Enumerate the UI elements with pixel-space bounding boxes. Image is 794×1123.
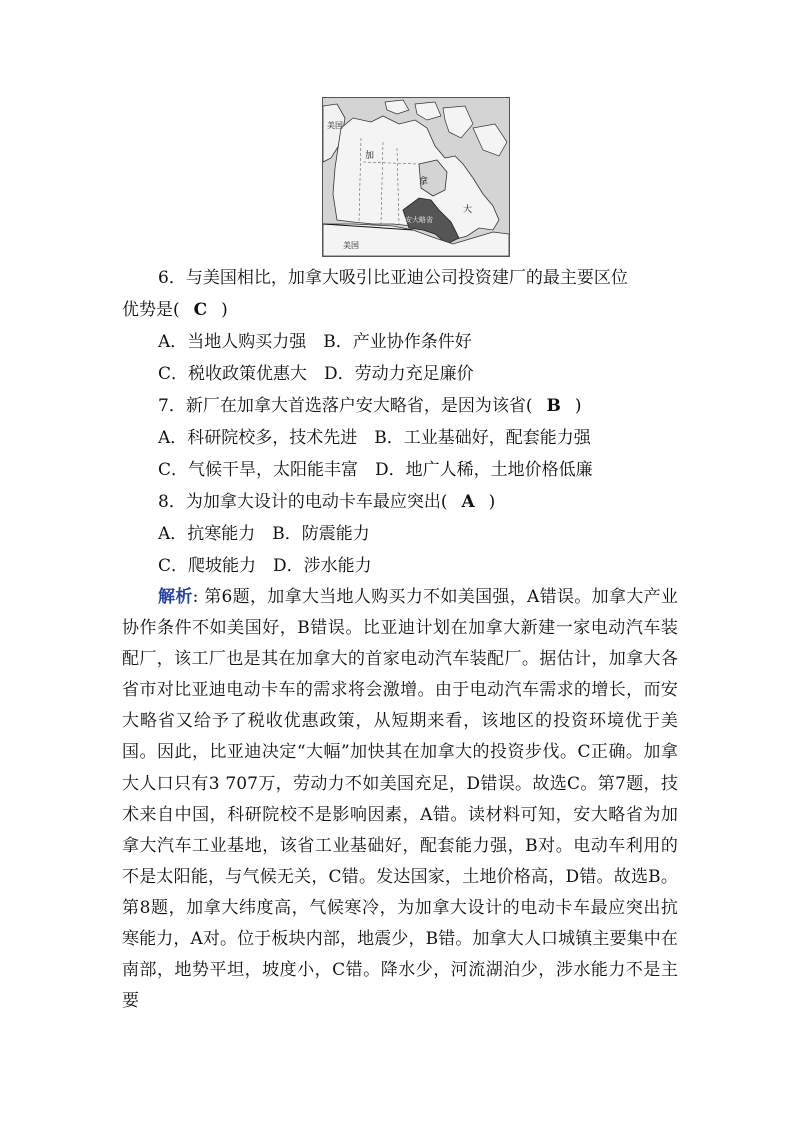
map-label-da: 大 xyxy=(463,205,473,215)
canada-map xyxy=(322,97,510,257)
map-label-province: 安大略省 xyxy=(405,216,433,224)
q8-option-cd: C．爬坡能力 D．涉水能力 xyxy=(158,556,372,576)
q6-option-cd: C．税收政策优惠大 D．劳动力充足廉价 xyxy=(158,364,474,384)
map-label-usa-left: 美国 xyxy=(327,121,343,130)
q8-close: ) xyxy=(488,492,496,512)
q6-stem-line2 xyxy=(122,294,678,326)
q7-stem-text: 7．新厂在加拿大首选落户安大略省，是因为该省( xyxy=(158,396,533,416)
analysis-text: : 第6题，加拿大当地人购买力不如美国强，A错误。加拿大产业协作条件不如美国好，B错误。比亚迪计划在加拿大新建一家电动汽车装配厂，该工厂也是其在加拿大的首家电动汽车装配厂。据估计，加拿大各省市对比亚迪电动卡车的需求将会激增。由于电动汽车需求的增长，而安大略省又给予了税收优惠政策，从短期来看，该地区的投资环境优于美国。因此，比亚迪决定“大幅”加快其在加拿大的投资步伐。C正确。加拿大人口只有3 707万，劳动力不如美国充足，D错误。故选C。第7题，技术来自中国，科研院校不是影响因素，A错。读材料可知，安大略省为加拿大汽车工业基地，该省工业基础好，配套能力强，B对。电动车利用的不是太阳能，与气候无关，C错。发达国家，土地价格高，D错。故选B。第8题，加拿大纬度高，气候寒冷，为加拿大设计的电动卡车最应突出抗寒能力，A对。位于板块内部，地震少，B错。加拿大人口城镇主要集中在南部，地势平坦，坡度小，C错。降水少，河流湖泊少，涉水能力不是主要 xyxy=(122,587,678,1012)
q6-stem-line1: 6．与美国相比，加拿大吸引比亚迪公司投资建厂的最主要区位 xyxy=(158,268,628,288)
q7-answer: B xyxy=(546,396,561,416)
map-label-na: 拿 xyxy=(419,177,429,187)
q8-stem-text: 8．为加拿大设计的电动卡车最应突出( xyxy=(158,492,448,512)
q7-option-cd: C．气候干旱，太阳能丰富 D．地广人稀，土地价格低廉 xyxy=(158,460,593,480)
map-label-usa-bottom: 美国 xyxy=(343,241,359,250)
q6-answer: C xyxy=(193,300,208,320)
map-graphic xyxy=(323,98,509,256)
map-label-jia: 加 xyxy=(365,151,375,161)
analysis-paragraph xyxy=(122,582,678,1017)
q6-option-ab: A．当地人购买力强 B．产业协作条件好 xyxy=(158,332,472,352)
q6-close: ) xyxy=(221,300,228,320)
q8-option-ab: A．抗寒能力 B．防震能力 xyxy=(158,524,370,544)
question-content xyxy=(122,262,678,1017)
q7-option-ab: A．科研院校多，技术先进 B．工业基础好，配套能力强 xyxy=(158,428,591,448)
q7-stem xyxy=(122,390,678,422)
q8-stem xyxy=(122,486,678,518)
q6-stem-text: 优势是( xyxy=(122,300,180,320)
q7-close: ) xyxy=(574,396,582,416)
analysis-label: 解析 xyxy=(158,587,193,607)
q8-answer: A xyxy=(461,492,475,512)
